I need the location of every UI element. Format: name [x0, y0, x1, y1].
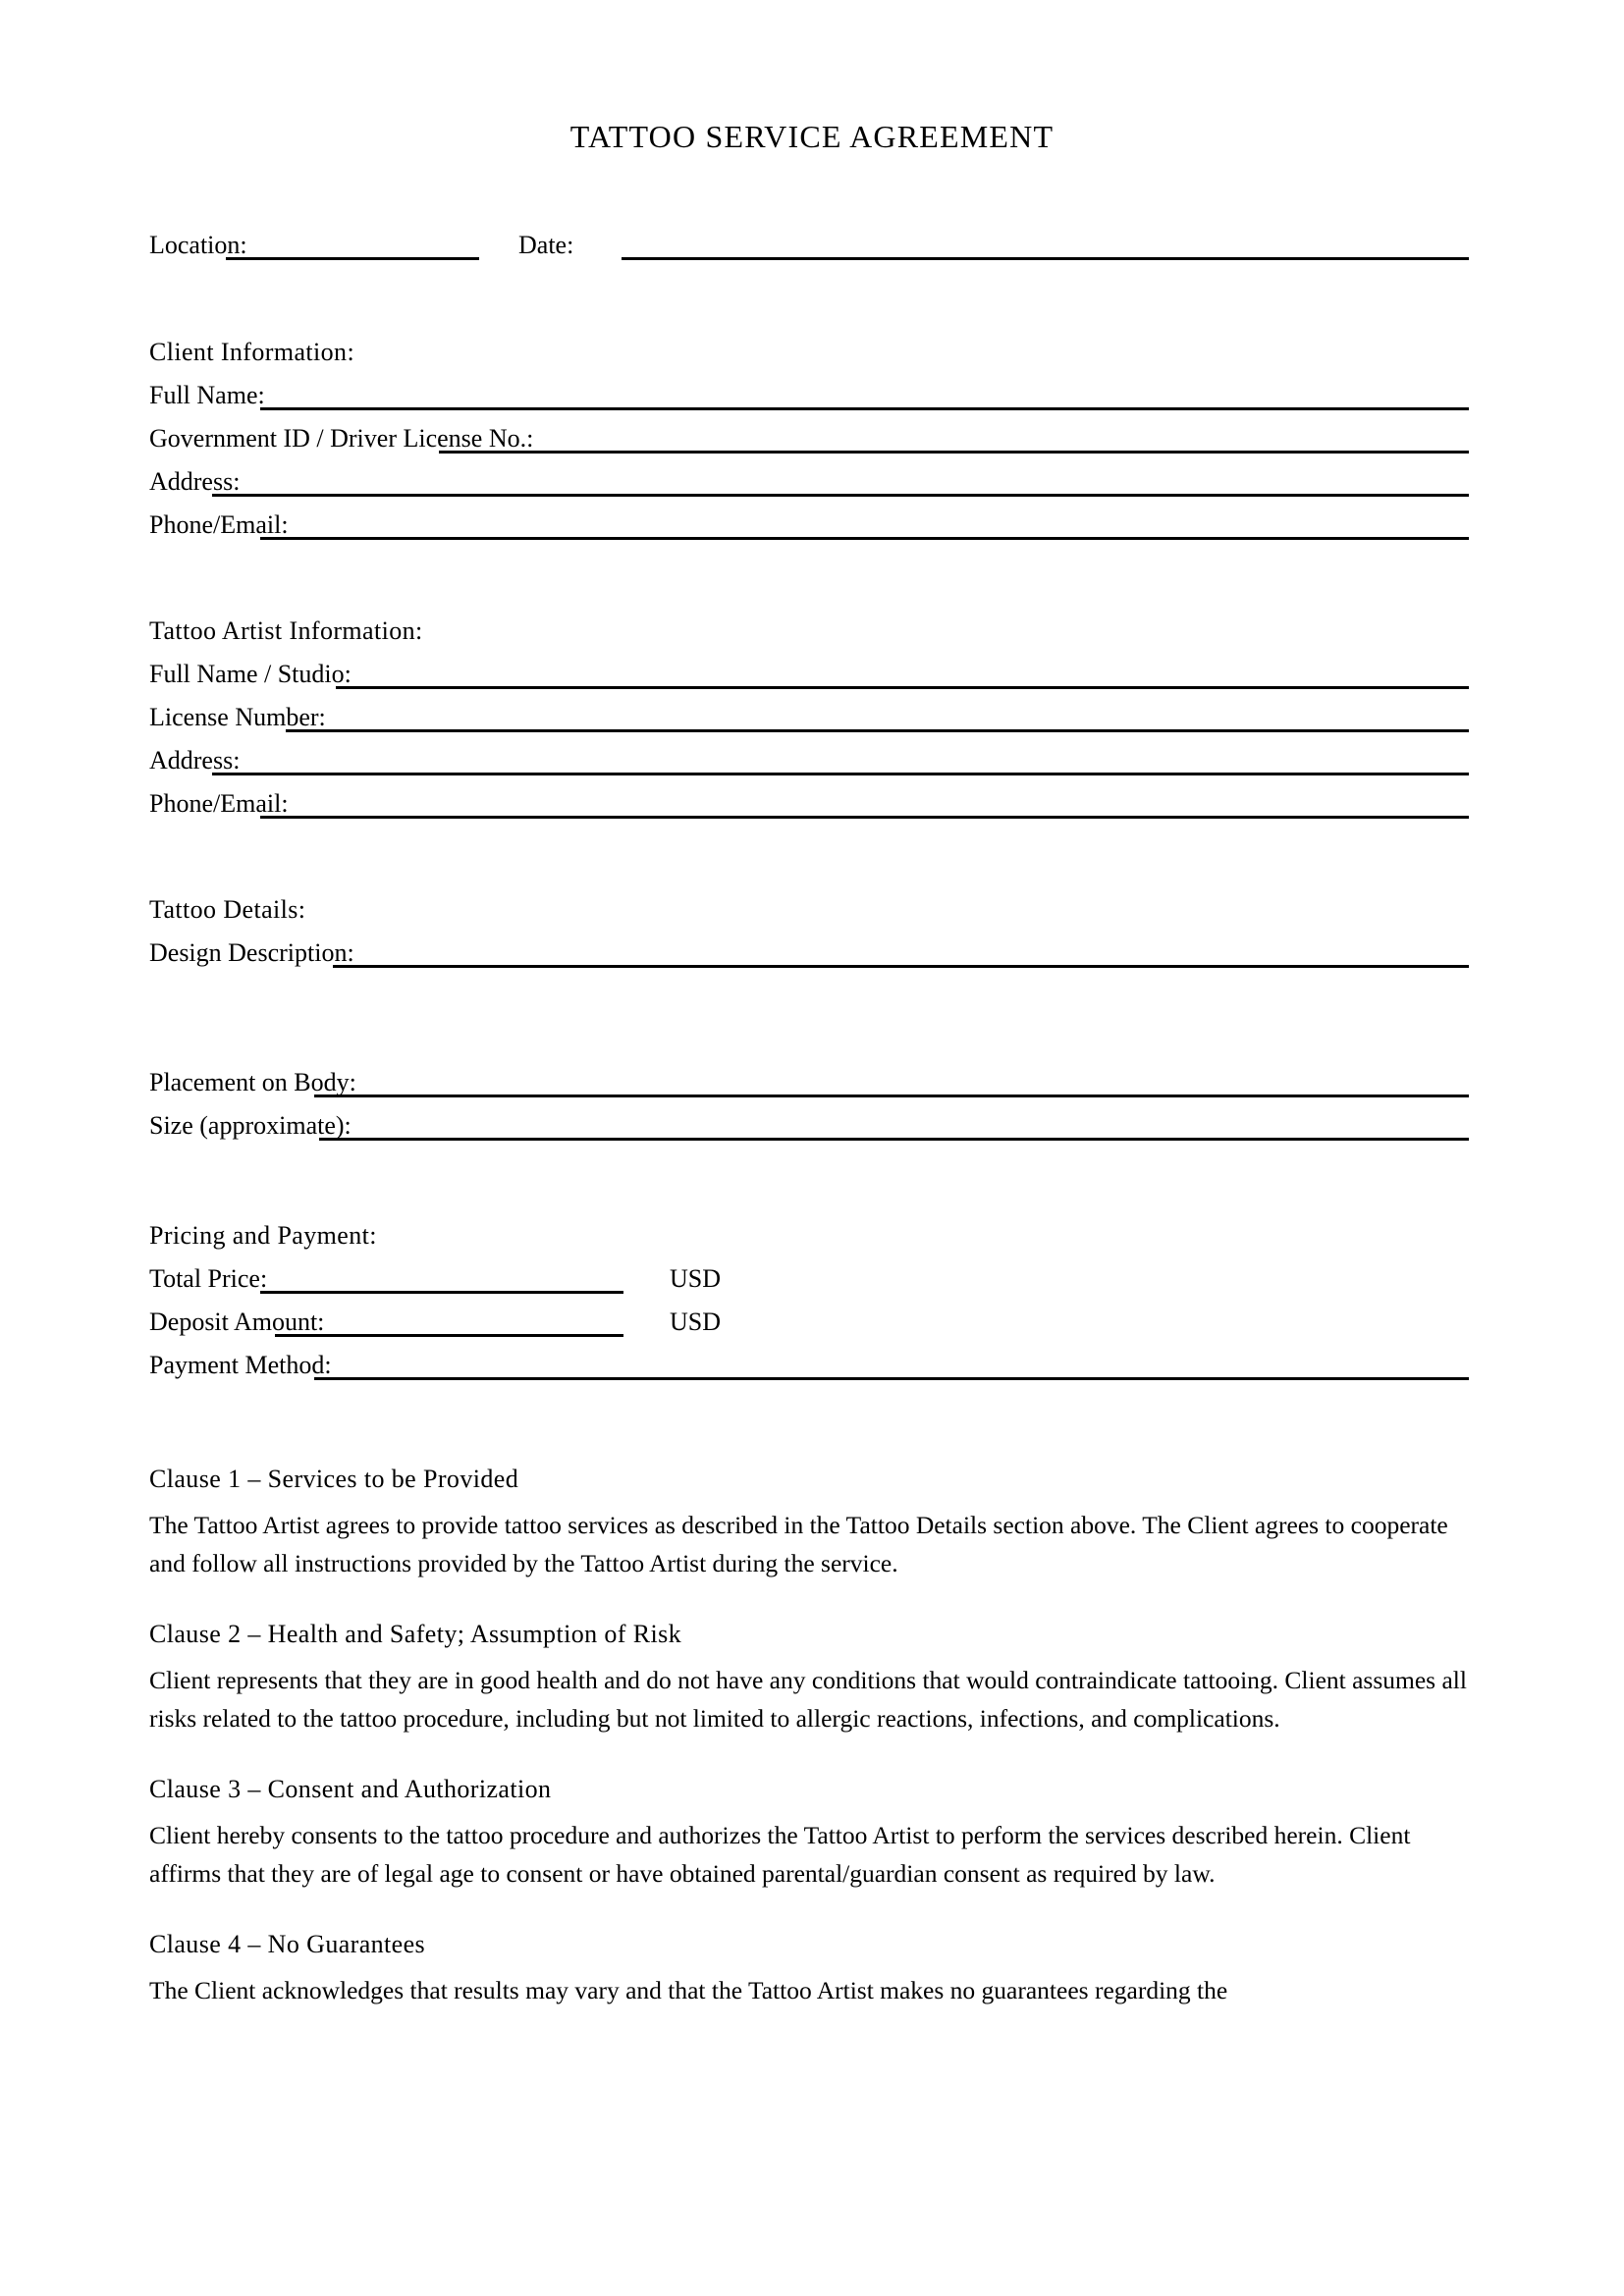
design-description-writing-space [149, 975, 1469, 1061]
date-input-rule[interactable] [622, 257, 1469, 260]
clause-2 [149, 1616, 1469, 1737]
client-information-section [149, 331, 1469, 547]
field-artist-phone-email [149, 782, 1469, 826]
field-label: Total Price: [149, 1264, 268, 1293]
clause-title: Clause 1 – Services to be Provided [149, 1465, 519, 1493]
field-license-number [149, 696, 1469, 739]
full-name-input-rule[interactable] [260, 407, 1469, 410]
clause-3 [149, 1771, 1469, 1893]
field-deposit-amount [149, 1301, 1469, 1344]
field-design-description [149, 932, 1469, 975]
field-artist-full-name-studio [149, 653, 1469, 696]
field-label: Size (approximate): [149, 1111, 352, 1140]
field-label: Placement on Body: [149, 1068, 356, 1096]
field-label: Full Name: [149, 381, 265, 409]
clause-4 [149, 1926, 1469, 2009]
clause-body: Client hereby consents to the tattoo procedure and authorizes the Tattoo Artist to perform the services described herein. Client affirms that they are of legal age to consent or have obtained parental/guardian consent as required by law. [149, 1821, 1411, 1888]
tattoo-details-section [149, 888, 1469, 1148]
date-label: Date: [518, 231, 574, 259]
field-placement-on-body [149, 1061, 1469, 1104]
client-section-heading: Client Information: [149, 338, 355, 366]
field-label: Government ID / Driver License No.: [149, 424, 534, 453]
clause-body: The Client acknowledges that results may vary and that the Tattoo Artist makes no guarantees regarding the [149, 1976, 1228, 2004]
field-artist-address [149, 739, 1469, 782]
field-label: License Number: [149, 703, 326, 731]
field-label: Deposit Amount: [149, 1308, 325, 1336]
field-total-price [149, 1257, 1469, 1301]
field-label: Address: [149, 746, 241, 774]
field-payment-method [149, 1344, 1469, 1387]
field-label: Phone/Email: [149, 510, 289, 539]
total-price-input-rule[interactable] [260, 1291, 623, 1294]
total-price-currency: USD [670, 1264, 722, 1293]
clause-title: Clause 3 – Consent and Authorization [149, 1775, 552, 1803]
artist-name-studio-input-rule[interactable] [336, 686, 1469, 689]
placement-on-body-input-rule[interactable] [314, 1095, 1469, 1097]
header-fields-row [149, 224, 1469, 267]
field-label: Design Description: [149, 938, 354, 967]
size-approximate-input-rule[interactable] [319, 1138, 1469, 1141]
field-label: Phone/Email: [149, 789, 289, 818]
field-client-phone-email [149, 504, 1469, 547]
client-address-input-rule[interactable] [212, 494, 1469, 497]
artist-information-section [149, 610, 1469, 826]
page-title: TATTOO SERVICE AGREEMENT [569, 119, 1055, 154]
design-description-input-rule[interactable] [333, 965, 1469, 968]
artist-phone-email-input-rule[interactable] [260, 816, 1469, 819]
location-date-row [149, 224, 1469, 267]
clause-body: Client represents that they are in good health and do not have any conditions that would contraindicate tattooing. Client assumes all risks related to the tattoo procedure, including but not limited to allergic reactions, infections, and complications. [149, 1666, 1467, 1733]
license-number-input-rule[interactable] [286, 729, 1469, 732]
field-client-address [149, 460, 1469, 504]
clauses-container [149, 1461, 1469, 2043]
payment-method-input-rule[interactable] [314, 1377, 1469, 1380]
artist-section-heading: Tattoo Artist Information: [149, 616, 423, 645]
field-label: Address: [149, 467, 241, 496]
deposit-amount-input-rule[interactable] [275, 1334, 623, 1337]
government-id-input-rule[interactable] [439, 451, 1469, 454]
location-input-rule[interactable] [226, 257, 479, 260]
field-size-approximate [149, 1104, 1469, 1148]
location-label: Location: [149, 231, 247, 259]
client-phone-email-input-rule[interactable] [260, 537, 1469, 540]
field-label: Full Name / Studio: [149, 660, 352, 688]
field-full-name [149, 374, 1469, 417]
clause-title: Clause 4 – No Guarantees [149, 1930, 426, 1958]
pricing-and-payment-section [149, 1214, 1469, 1387]
clause-1 [149, 1461, 1469, 1582]
clause-body: The Tattoo Artist agrees to provide tattoo services as described in the Tattoo Details section above. The Client agrees to cooperate and follow all instructions provided by the Tattoo Artist during the service. [149, 1511, 1448, 1577]
artist-address-input-rule[interactable] [212, 773, 1469, 775]
field-label: Payment Method: [149, 1351, 332, 1379]
clause-title: Clause 2 – Health and Safety; Assumption of Risk [149, 1620, 682, 1648]
tattoo-details-heading: Tattoo Details: [149, 895, 306, 924]
pricing-section-heading: Pricing and Payment: [149, 1221, 377, 1250]
deposit-amount-currency: USD [670, 1308, 722, 1336]
field-government-id [149, 417, 1469, 460]
